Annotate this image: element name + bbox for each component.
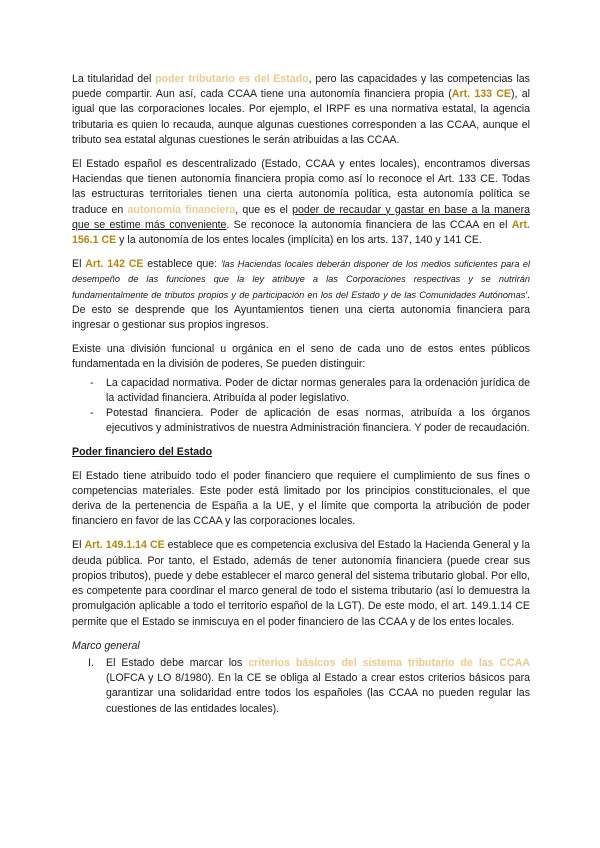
text: La titularidad del	[72, 73, 156, 85]
highlight-term: criterios básicos del sistema tributario de las CCAA	[248, 656, 530, 669]
text: (LOFCA y LO 8/1980). En la CE se obliga al Estado a crear estos criterios básicos para garantizar una solidaridad entre todos los españoles (las CCAA no pueden regular las cuestiones de las entidades locales).	[106, 672, 530, 715]
text: establece que:	[143, 258, 221, 271]
text: El	[72, 258, 86, 271]
text: ), al igual que las corporaciones locales. Por ejemplo, el IRPF es una normativa estatal, la agencia tributaria es quien lo recauda, aunque algunas cuestiones corresponden a las CCAA, aunque el tributo sea estatal algunas cuestiones le serán atribuidas a las CCAA.	[72, 88, 530, 146]
subheading: Marco general	[72, 639, 140, 652]
article-reference: Art. 142 CE	[85, 258, 144, 271]
powers-list	[72, 376, 530, 437]
list-item	[72, 656, 530, 717]
text: El Estado debe marcar los	[106, 656, 249, 669]
text: . De esto se desprende que los Ayuntamientos tienen una cierta autonomía financiera para ingresar o gestionar sus propios ingresos.	[72, 288, 530, 332]
paragraph-art-149	[72, 538, 530, 629]
list-item: - Potestad financiera. Poder de aplicación de esas normas, atribuída a los órganos ejecutivos y administrativos de nuestra Administración financiera. Y poder de recaudación.	[72, 406, 530, 436]
text: . Se reconoce la autonomía financiera de las CCAA en el	[226, 218, 512, 231]
section-heading: Poder financiero del Estado	[72, 446, 213, 459]
underlined-definition: poder de recaudar y gastar en base a la manera que se estime más conveniente	[72, 203, 530, 231]
article-reference: Art. 133 CE	[451, 88, 511, 101]
quote: 'las Haciendas locales deberán disponer de los medios suficientes para el desempeño de las funciones que la ley atribuye a las Corporaciones respectivas y se nutrirán fundamentalmente de tributos propios y de participación en los del Estado y de las Comunidades Autónomas'	[72, 259, 530, 300]
text: establece que es competencia exclusiva del Estado la Hacienda General y la deuda pública. Por tanto, el Estado, además de tener autonomía financiera (puede crear sus propios tributos), puede y debe establecer el marco general del sistema tributario global. Por ello, es competente para coordinar el marco general de todo el sistema tributario (así lo demuestra la promulgación aplicable a todo el territorio español de la LGT). De este modo, el art. 149.1.14 CE permite que el Estado se inmiscuya en el poder financiero de las CCAA y de los entes locales.	[72, 539, 530, 628]
paragraph-titularidad	[72, 72, 530, 148]
marco-general-list	[72, 656, 530, 717]
list-number: I.	[88, 656, 94, 669]
text: El	[72, 539, 85, 552]
highlight-term: poder tributario es del Estado	[155, 73, 309, 85]
list-item: - La capacidad normativa. Poder de dictar normas generales para la ordenación jurídica de la actividad financiera. Atribuída al poder legislativo.	[72, 376, 530, 406]
highlight-term: autonomía financiera	[127, 203, 236, 216]
text: y la autonomía de los entes locales (implícita) en los arts. 137, 140 y 141 CE.	[116, 234, 482, 247]
text: El Estado español es descentralizado (Estado, CCAA y entes locales), encontramos diversas Haciendas que tienen autonomía financiera propia como así lo reconoce el Art. 133 CE. Todas las estructuras territoriales tienen una cierta autonomía política, esta autonomía política se traduce en	[72, 158, 530, 216]
article-reference: Art. 156.1 CE	[72, 218, 530, 247]
paragraph-division-funcional: Existe una división funcional u orgánica en el seno de cada uno de estos entes públicos fundamentada en la división de poderes, Se pueden distinguir:	[72, 343, 530, 371]
paragraph-art-142	[72, 257, 530, 333]
paragraph-poder-estado: El Estado tiene atribuido todo el poder financiero que requiere el cumplimiento de sus fines o competencias materiales. Este poder está limitado por los principios constitucionales, el que deriva de la pertenencia de España a la UE, y el límite que comporta la atribución de poder financiero en favor de las CCAA y las corporaciones locales.	[72, 469, 530, 528]
text: , que es el	[235, 203, 293, 216]
text: , pero las capacidades y las competencias las puede compartir. Aun así, cada CCAA tiene una autonomía financiera propia (	[72, 73, 530, 101]
article-reference: Art. 149.1.14 CE	[84, 539, 165, 552]
paragraph-descentralizado	[72, 157, 530, 248]
